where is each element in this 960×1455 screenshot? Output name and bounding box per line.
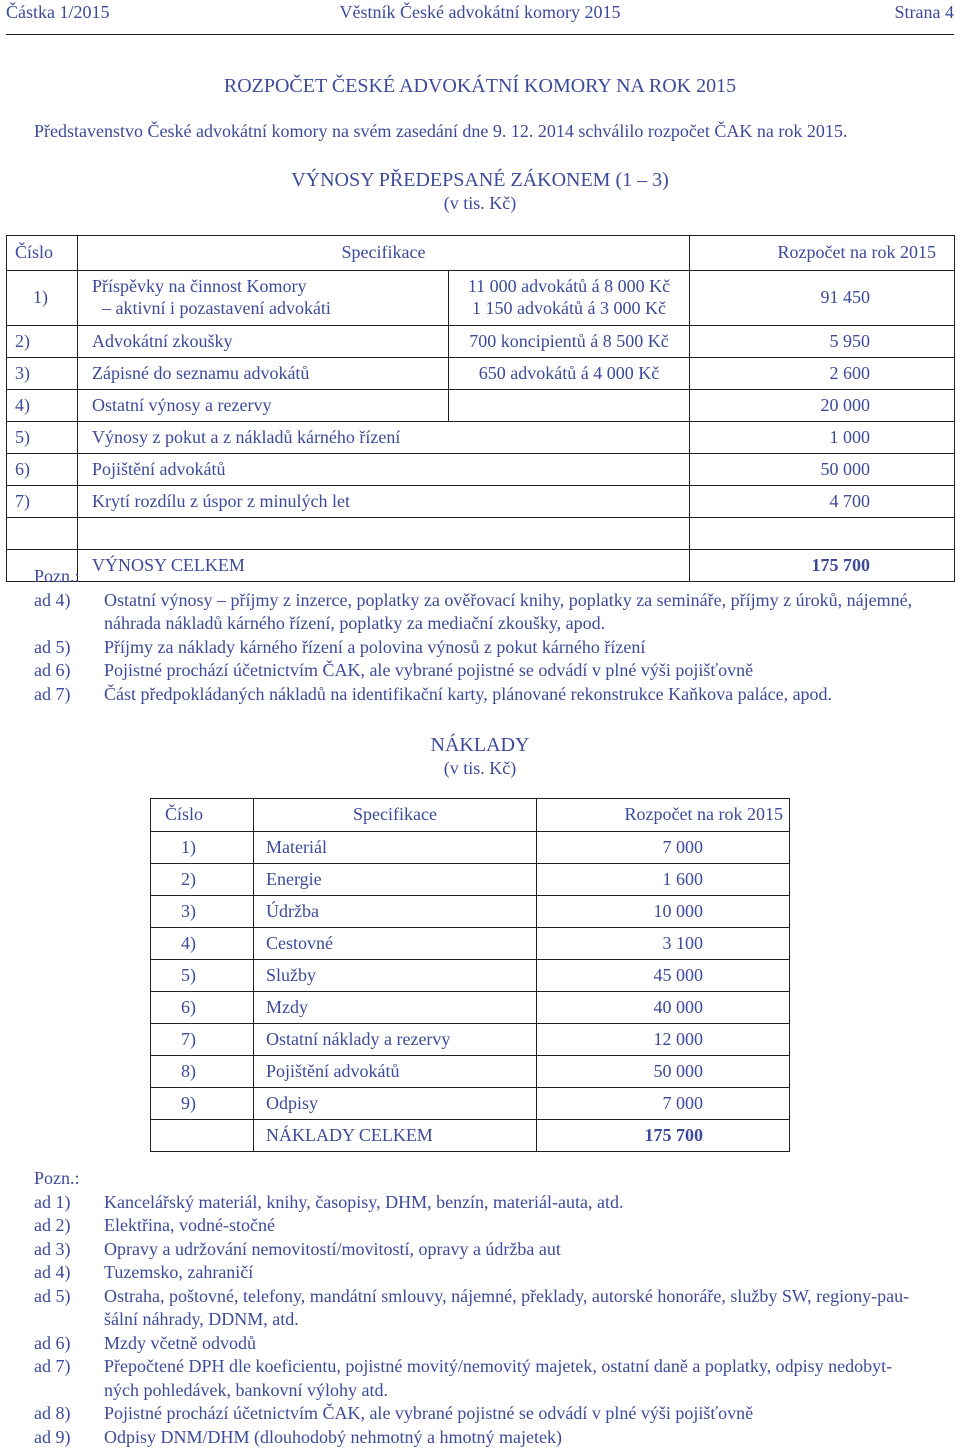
revenue-title: VÝNOSY PŘEDEPSANÉ ZÁKONEM (1 – 3) (291, 169, 669, 191)
note-label: ad 4) (34, 1262, 71, 1282)
row-num: 6) (7, 454, 78, 486)
table-row (151, 832, 790, 864)
page-header (6, 2, 954, 26)
note-text (104, 589, 952, 636)
note-item (34, 1261, 952, 1285)
row-num: 3) (7, 358, 78, 390)
header-divider (6, 34, 954, 35)
total-label: NÁKLADY CELKEM (254, 1120, 537, 1152)
note-item (34, 659, 952, 683)
row-num: 7) (151, 1024, 254, 1056)
table-row (151, 992, 790, 1024)
row-value: 50 000 (537, 1056, 790, 1088)
table-row (151, 928, 790, 960)
note-label: ad 4) (34, 589, 71, 610)
note-text: Pojistné prochází účetnictvím ČAK, ale vybrané pojistné se odvádí v plné výši pojišťovně (104, 660, 754, 680)
row-value: 7 000 (537, 1088, 790, 1120)
note-text-cont: náhrada nákladů kárného řízení, poplatky za mediační zkoušky, apod. (104, 613, 606, 633)
row-value: 2 600 (690, 358, 955, 390)
row-name: Materiál (254, 832, 537, 864)
row-value: 45 000 (537, 960, 790, 992)
row-name: Krytí rozdílu z úspor z minulých let (78, 486, 690, 518)
total-num-empty (151, 1120, 254, 1152)
note-text: Opravy a udržování nemovitostí/movitostí, opravy a údržba aut (104, 1238, 561, 1259)
note-item (34, 1426, 952, 1450)
row-name: Pojištění advokátů (78, 454, 690, 486)
row-name: Zápisné do seznamu advokátů (78, 358, 449, 390)
row-value: 1 000 (690, 422, 955, 454)
row-detail (449, 271, 690, 326)
note-label: ad 6) (34, 660, 71, 680)
note-item (34, 1402, 952, 1426)
row-name-line2: – aktivní i pozastavení advokáti (102, 298, 331, 318)
costs-unit: (v tis. Kč) (443, 758, 517, 778)
note-item (34, 683, 952, 707)
table-row (151, 1088, 790, 1120)
row-name: Údržba (254, 896, 537, 928)
note-item (34, 1332, 952, 1356)
note-label: ad 7) (34, 1356, 71, 1376)
table-row (7, 390, 955, 422)
col-header-spec: Specifikace (254, 799, 537, 832)
row-name: Mzdy (254, 992, 537, 1024)
row-num: 1) (7, 271, 78, 326)
row-num: 2) (7, 326, 78, 358)
note-label: ad 8) (34, 1403, 71, 1423)
row-value: 1 600 (537, 864, 790, 896)
costs-title: NÁKLADY (430, 734, 530, 756)
note-text (104, 1355, 952, 1402)
col-header-spec: Specifikace (78, 236, 690, 271)
total-value: 175 700 (690, 550, 955, 582)
row-detail-line2: 1 150 advokátů á 3 000 Kč (472, 298, 666, 318)
row-value: 91 450 (690, 271, 955, 326)
row-name: Pojištění advokátů (254, 1056, 537, 1088)
row-value: 20 000 (690, 390, 955, 422)
page-title: ROZPOČET ČESKÉ ADVOKÁTNÍ KOMORY NA ROK 2015 (223, 75, 737, 97)
table-row (7, 518, 955, 550)
note-item (34, 1214, 952, 1238)
note-item (34, 1285, 952, 1332)
row-value: 7 000 (537, 832, 790, 864)
row-value: 4 700 (690, 486, 955, 518)
table-row (151, 1056, 790, 1088)
row-name: Výnosy z pokut a z nákladů kárného řízení (78, 422, 690, 454)
row-num: 2) (151, 864, 254, 896)
row-value: 40 000 (537, 992, 790, 1024)
table-row (7, 454, 955, 486)
row-detail: 700 koncipientů á 8 500 Kč (449, 326, 690, 358)
row-value: 12 000 (537, 1024, 790, 1056)
row-detail: 650 advokátů á 4 000 Kč (449, 358, 690, 390)
row-value (690, 518, 955, 550)
note-text: Tuzemsko, zahraničí (104, 1262, 254, 1282)
row-name: Cestovné (254, 928, 537, 960)
note-text-cont: šální náhrady, DDNM, atd. (104, 1309, 299, 1329)
row-name: Ostatní výnosy a rezervy (78, 390, 449, 422)
table-row (151, 864, 790, 896)
row-num: 8) (151, 1056, 254, 1088)
cost-notes (34, 1167, 952, 1449)
table-row (7, 486, 955, 518)
journal-title: Věstník České advokátní komory 2015 (339, 2, 621, 22)
row-value: 10 000 (537, 896, 790, 928)
revenue-unit: (v tis. Kč) (443, 193, 517, 213)
row-num: 3) (151, 896, 254, 928)
note-label: ad 1) (34, 1191, 71, 1212)
notes-heading: Pozn.: (34, 1168, 80, 1188)
page-number: Strana 4 (894, 2, 954, 22)
table-header-row (151, 799, 790, 832)
note-text-cont: ných pohledávek, bankovní výlohy atd. (104, 1379, 388, 1400)
revenue-notes (34, 565, 952, 706)
revenue-table (6, 235, 955, 582)
note-label: ad 9) (34, 1426, 71, 1447)
note-label: ad 5) (34, 1285, 71, 1306)
col-header-budget: Rozpočet na rok 2015 (537, 799, 790, 832)
intro-text: Představenstvo České advokátní komory na svém zasedání dne 9. 12. 2014 schválilo rozpočet ČAK na rok 2015. (34, 121, 848, 141)
issue-number: Částka 1/2015 (6, 2, 110, 22)
row-name-line1: Příspěvky na činnost Komory (92, 276, 307, 297)
note-text-line: Přepočtené DPH dle koeficientu, pojistné movitý/nemovitý majetek, ostatní daně a poplatky, odpisy nedobyt- (104, 1356, 893, 1376)
row-num: 4) (7, 390, 78, 422)
note-label: ad 2) (34, 1215, 71, 1235)
row-value: 3 100 (537, 928, 790, 960)
row-name (78, 518, 690, 550)
total-value: 175 700 (537, 1120, 790, 1152)
row-name: Ostatní náklady a rezervy (254, 1024, 537, 1056)
row-num: 4) (151, 928, 254, 960)
note-label: ad 6) (34, 1332, 71, 1353)
row-name: Služby (254, 960, 537, 992)
row-num: 9) (151, 1088, 254, 1120)
row-name: Advokátní zkoušky (78, 326, 449, 358)
row-detail-line1: 11 000 advokátů á 8 000 Kč (467, 276, 671, 297)
total-row (151, 1120, 790, 1152)
row-num: 5) (151, 960, 254, 992)
col-header-budget: Rozpočet na rok 2015 (690, 236, 955, 271)
note-text: Elektřina, vodné-stočné (104, 1215, 275, 1235)
note-text: Část předpokládaných nákladů na identifikační karty, plánované rekonstrukce Kaňkova paláce, apod. (104, 683, 833, 704)
row-value: 5 950 (690, 326, 955, 358)
table-row (151, 1024, 790, 1056)
note-item (34, 1355, 952, 1402)
col-header-num: Číslo (7, 236, 78, 271)
note-label: ad 3) (34, 1238, 71, 1259)
note-item (34, 1191, 952, 1215)
note-text: Mzdy včetně odvodů (104, 1332, 256, 1353)
table-row (7, 422, 955, 454)
note-item (34, 636, 952, 660)
row-num: 1) (151, 832, 254, 864)
note-text: Pojistné prochází účetnictvím ČAK, ale vybrané pojistné se odvádí v plné výši pojišťovně (104, 1403, 754, 1423)
note-text: Kancelářský materiál, knihy, časopisy, DHM, benzín, materiál-auta, atd. (104, 1191, 624, 1212)
table-row (151, 896, 790, 928)
costs-table (150, 798, 790, 1152)
note-label: ad 7) (34, 683, 71, 704)
notes-heading: Pozn.: (34, 566, 80, 586)
row-value: 50 000 (690, 454, 955, 486)
row-num: 7) (7, 486, 78, 518)
note-item (34, 1238, 952, 1262)
note-text-line: Ostraha, poštovné, telefony, mandátní smlouvy, nájemné, překlady, autorské honoráře, služby SW, regiony-pau- (104, 1285, 910, 1306)
note-text: Odpisy DNM/DHM (dlouhodobý nehmotný a hmotný majetek) (104, 1426, 562, 1447)
note-text-line: Ostatní výnosy – příjmy z inzerce, poplatky za ověřovací knihy, poplatky za semináře, příjmy z úroků, nájemné, (104, 589, 913, 610)
note-item (34, 589, 952, 636)
table-row (151, 960, 790, 992)
table-row (7, 271, 955, 326)
row-num (7, 518, 78, 550)
row-num: 6) (151, 992, 254, 1024)
row-name: Odpisy (254, 1088, 537, 1120)
row-detail (449, 390, 690, 422)
table-header-row (7, 236, 955, 271)
note-label: ad 5) (34, 636, 71, 657)
total-label: VÝNOSY CELKEM (78, 550, 690, 582)
note-text: Příjmy za náklady kárného řízení a polovina výnosů z pokut kárného řízení (104, 636, 646, 657)
table-row (7, 358, 955, 390)
note-text (104, 1285, 952, 1332)
row-name: Energie (254, 864, 537, 896)
row-num: 5) (7, 422, 78, 454)
table-row (7, 326, 955, 358)
row-name (78, 271, 449, 326)
col-header-num: Číslo (151, 799, 254, 832)
